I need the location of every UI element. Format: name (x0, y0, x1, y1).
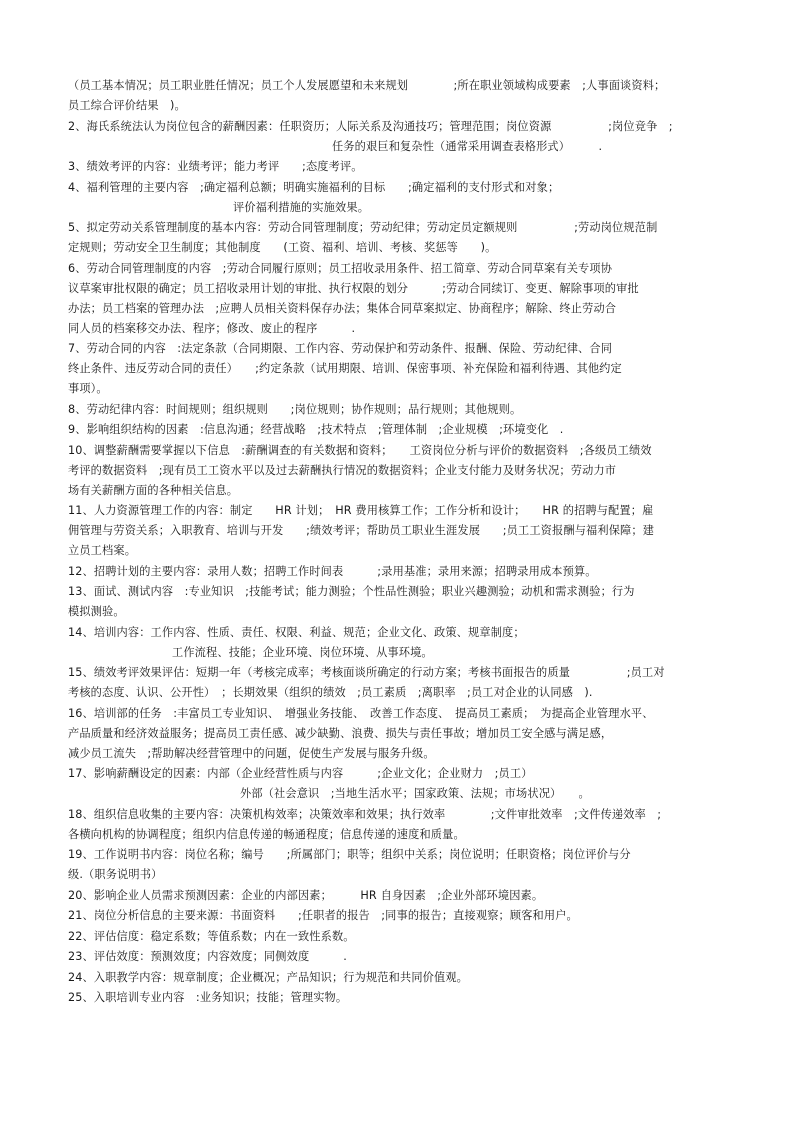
list-item (68, 562, 738, 582)
text-line: 产品质量和经济效益服务；提高员工责任感、减少缺勤、浪费、损失与责任事故；增加员工安全感与满足感， (68, 726, 613, 740)
list-item (68, 968, 738, 988)
text-line: 模拟测验。 (68, 605, 125, 618)
text-line: 佣管理与劳资关系；入职教育、培训与开发 ;绩效考评；帮助员工职业生涯发展 ;员工工资报酬与福利保障；建 (68, 524, 655, 537)
text-line: 6、劳动合同管理制度的内容 ;劳动合同履行原则；员工招收录用条件、招工简章、劳动合同草案有关专项协 (68, 261, 613, 275)
list-item (68, 218, 738, 258)
text-line: 3、绩效考评的内容：业绩考评；能力考评 ;态度考评。 (68, 160, 363, 173)
list-item (68, 927, 738, 947)
text-line: 21、岗位分析信息的主要来源：书面资料 ;任职者的报告 ;同事的报告；直接观察；顾客和用户。 (68, 909, 578, 922)
list-item (68, 339, 738, 399)
list-item (68, 441, 738, 501)
text-line: 5、拟定劳动关系管理制度的基本内容：劳动合同管理制度；劳动纪律；劳动定员定额规则 ;劳动岗位规范制 (68, 221, 658, 234)
text-line: 考评的数据资料 ;现有员工工资水平以及过去薪酬执行情况的数据资料；企业支付能力及财务状况；劳动力市 (68, 463, 617, 477)
text-line: 各横向机构的协调程度；组织内信息传递的畅通程度；信息传递的速度和质量。 (68, 827, 465, 841)
text-line: 级.（职务说明书） (68, 868, 163, 881)
text-line: 13、面试、测试内容 :专业知识 ;技能考试；能力测验；个性品性测验；职业兴趣测验；动机和需求测验；行为 (68, 585, 635, 598)
list-item (68, 117, 738, 157)
text-line: 评价福利措施的实施效果。 (233, 200, 370, 214)
text-line: 10、调整薪酬需要掌握以下信息 :薪酬调查的有关数据和资料； 工资岗位分析与评价的数据资料 ;各级员工绩效 (68, 443, 652, 457)
text-line: 员工综合评价结果 )。 (68, 99, 186, 112)
text-line: 立员工档案。 (68, 544, 137, 557)
list-item (68, 988, 738, 1008)
text-line: 定规则；劳动安全卫生制度；其他制度 (工资、福利、培训、考核、奖惩等 )。 (68, 241, 497, 254)
text-line: 24、入职教学内容：规章制度；企业概况；产品知识；行为规范和共同价值观。 (68, 970, 469, 984)
text-line: 2、海氏系统法认为岗位包含的薪酬因素：任职资历；人际关系及沟通技巧；管理范围；岗位资源 ;岗位竞争 ; (68, 119, 673, 133)
text-line: 事项）。 (68, 382, 108, 395)
text-line: 22、评估信度：稳定系数；等值系数；内在一致性系数。 (68, 929, 355, 943)
list-item (68, 178, 738, 218)
text-line: 同人员的档案移交办法、程序；修改、废止的程序 . (68, 321, 356, 335)
text-line: 工作流程、技能；企业环境、岗位环境、从事环境。 (172, 645, 433, 659)
text-line: 23、评估效度：预测效度；内容效度；同侧效度 . (68, 950, 348, 963)
list-item (68, 947, 738, 967)
text-line: 终止条件、违反劳动合同的责任） ;约定条款（试用期限、培训、保密事项、补充保险和福利待遇、其他约定 (68, 362, 622, 375)
text-line: 4、福利管理的主要内容 ;确定福利总额；明确实施福利的目标 ;确定福利的支付形式和对象； (68, 180, 560, 194)
text-line: 场有关薪酬方面的各种相关信息。 (68, 483, 239, 497)
list-item (68, 501, 738, 561)
text-line: 外部（社会意识 ;当地生活水平；国家政策、法规；市场状况） 。 (240, 787, 590, 800)
list-item (68, 157, 738, 177)
list-item (68, 663, 738, 703)
list-item (68, 420, 738, 440)
text-line: 11、人力资源管理工作的内容：制定 HR 计划； HR 费用核算工作；工作分析和设计； HR 的招聘与配置；雇 (68, 504, 654, 517)
list-item (68, 76, 738, 116)
list-item (68, 400, 738, 420)
text-line: 办法；员工档案的管理办法 ;应聘人员相关资料保存办法；集体合同草案拟定、协商程序；解除、终止劳动合 (68, 301, 617, 315)
text-line: 15、绩效考评效果评估：短期一年（考核完成率；考核面谈所确定的行动方案；考核书面报告的质量 ;员工对 (68, 666, 665, 679)
text-line: 8、劳动纪律内容：时间规则；组织规则 ;岗位规则；协作规则；品行规则；其他规则。 (68, 402, 522, 416)
list-item (68, 764, 738, 804)
text-line: 12、招聘计划的主要内容：录用人数；招聘工作时间表 ;录用基准；录用来源；招聘录用成本预算。 (68, 564, 597, 578)
text-line: 考核的态度、认识、公开性） ；长期效果（组织的绩效 ;员工素质 ;离职率 ;员工对企业的认同感 ). (68, 686, 593, 699)
text-line: 18、组织信息收集的主要内容：决策机构效率；决策效率和效果；执行效率 ;文件审批效率 ;文件传递效率 ; (68, 807, 662, 821)
text-line: 9、影响组织结构的因素 :信息沟通；经营战略 ;技术特点 ;管理体制 ;企业规模 ;环境变化 . (68, 423, 564, 436)
text-line: （员工基本情况；员工职业胜任情况；员工个人发展愿望和未来规划 ;所在职业领域构成要素 ;人事面谈资料； (68, 79, 666, 92)
list-item (68, 582, 738, 622)
text-line: 19、工作说明书内容：岗位名称；编号 ;所属部门；职等；组织中关系；岗位说明；任职资格；岗位评价与分 (68, 848, 631, 861)
list-item (68, 259, 738, 339)
text-line: 16、培训部的任务 :丰富员工专业知识、 增强业务技能、 改善工作态度、 提高员工素质； 为提高企业管理水平、 (68, 706, 654, 720)
document-body (68, 76, 738, 1009)
list-item (68, 845, 738, 885)
text-line: 25、入职培训专业内容 :业务知识；技能；管理实物。 (68, 991, 348, 1004)
text-line: 7、劳动合同的内容 :法定条款（合同期限、工作内容、劳动保护和劳动条件、报酬、保险、劳动纪律、合同 (68, 342, 613, 355)
text-line: 17、影响薪酬设定的因素：内部（企业经营性质与内容 ;企业文化；企业财力 ;员工） (68, 767, 533, 780)
text-line: 14、培训内容：工作内容、性质、责任、权限、利益、规范；企业文化、政策、规章制度； (68, 625, 525, 639)
text-line: 议草案审批权限的确定；员工招收录用计划的审批、执行权限的划分 ;劳动合同续订、变更、解除事项的审批 (68, 281, 639, 295)
text-line: 20、影响企业人员需求预测因素：企业的内部因素； HR 自身因素 ;企业外部环境因素。 (68, 888, 544, 902)
list-item (68, 623, 738, 663)
list-item (68, 805, 738, 845)
list-item (68, 886, 738, 906)
text-line: 减少员工流失 ;帮助解决经营管理中的问题，促使生产发展与服务升级。 (68, 746, 435, 760)
text-line: 任务的艰巨和复杂性（通常采用调查表格形式） . (332, 139, 603, 153)
list-item (68, 704, 738, 764)
list-item (68, 906, 738, 926)
